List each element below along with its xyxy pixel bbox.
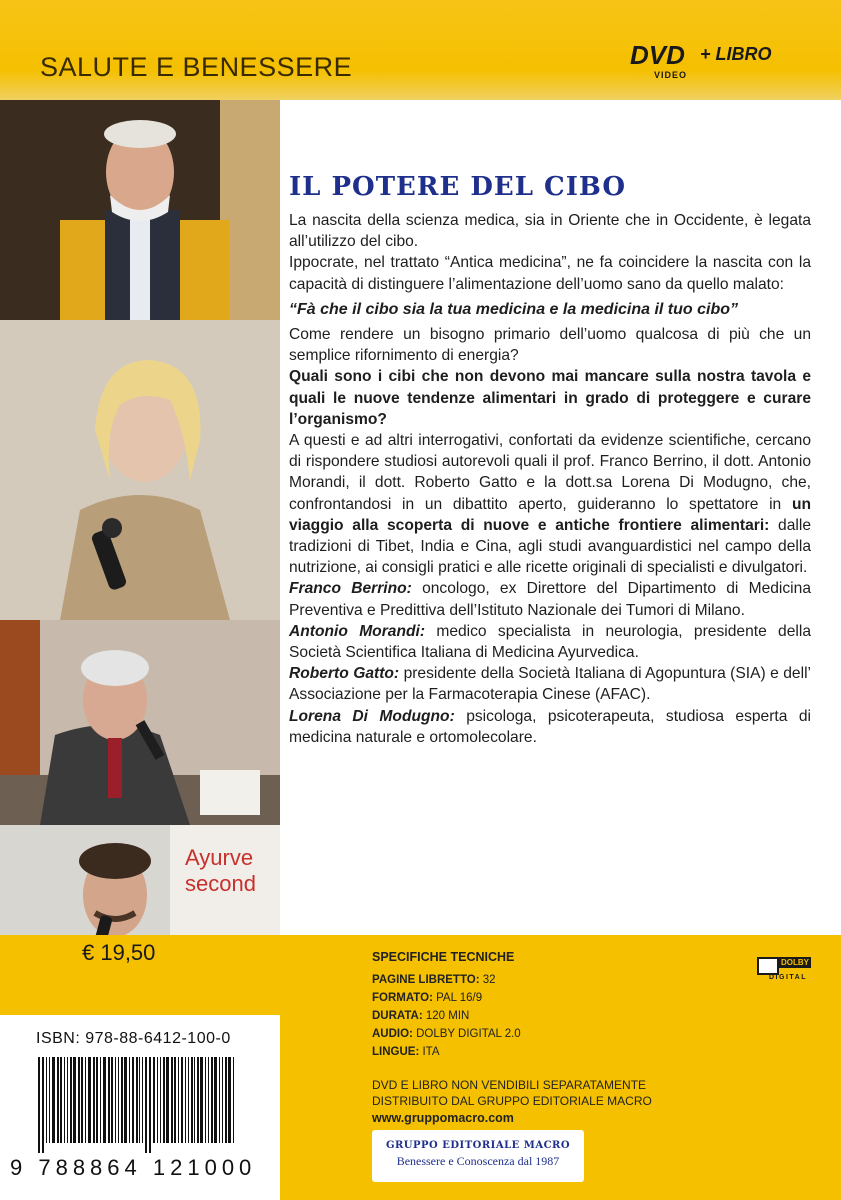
barcode-bar [115,1057,116,1143]
barcode-bar [129,1057,130,1143]
bio-gatto [289,663,811,705]
bio-di-modugno [289,706,811,748]
barcode-bar [200,1057,203,1143]
barcode-bar [219,1057,220,1143]
barcode-bar [185,1057,186,1143]
barcode-bar [88,1057,91,1143]
barcode-bar [73,1057,76,1143]
publisher-logo [372,1130,584,1182]
photo-speaker-2 [0,320,280,620]
barcode-bar [188,1057,189,1143]
dolby-sub: DIGITAL [769,974,807,981]
barcode-bar [67,1057,68,1143]
barcode-bar [93,1057,95,1143]
spec-row [372,1043,521,1061]
barcode-bar [96,1057,98,1143]
plus-libro-label: + LIBRO [700,44,772,64]
p5-end: dalle tradizioni di Tibet, India e Cina, agli studi avanguardistici nel campo della nutrizione, ai consigli pratici e alle ricette originali di specialisti e divulgatori. [289,516,811,577]
photo-speaker-3 [0,620,280,825]
dvd-logo: DVD [630,40,685,70]
synopsis-question: Quali sono i cibi che non devono mai mancare sulla nostra tavola e quali le nuove tendenze alimentari in grado di proteggere e curare l’organismo? [289,368,811,428]
spec-value: ITA [419,1046,440,1058]
barcode-bar [52,1057,55,1143]
barcode-bar [211,1057,213,1143]
price: € 19,50 [82,940,156,965]
barcode-bar [38,1057,40,1153]
barcode-bar [205,1057,206,1143]
barcode-bar [121,1057,123,1143]
bio-text: medico specialista in neurologia, presidente della Società Scientifica Italiana di Medicina Ayurvedica. [289,622,811,662]
barcode-bar [222,1057,223,1143]
publisher-slogan: Benessere e Conoscenza dal 1987 [396,1154,560,1168]
spec-key: FORMATO: [372,992,433,1004]
p5-start: A questi e ad altri interrogativi, confortati da evidenze scientifiche, cercano di rispondere studiosi autorevoli quali il prof. Franco Berrino, il dott. Antonio Morandi, il dott. Roberto Gatto e la dott.sa Lorena Di Modugno, che, confrontandosi in un dibattito aperto, guideranno lo spettatore in [289,432,811,513]
bio-berrino [289,578,811,620]
barcode-bar [194,1057,195,1143]
hippocrates-quote: “Fà che il cibo sia la tua medicina e la medicina il tuo cibo” [289,300,739,318]
spec-value: PAL 16/9 [432,992,483,1004]
barcode-bar [225,1057,227,1143]
barcode-bar [181,1057,183,1143]
barcode-bar [233,1057,234,1143]
header-band [0,0,841,100]
barcode-bar [160,1057,161,1143]
spec-row [372,1025,521,1043]
dvd-video-label: VIDEO [654,70,688,80]
barcode-bar [81,1057,83,1143]
spec-key: PAGINE LIBRETTO: [372,974,480,986]
photo-speaker-1 [0,100,280,320]
synopsis [289,172,811,748]
dolby-icon [757,957,779,975]
barcode-bar [70,1057,72,1143]
notice-line-1: DVD E LIBRO NON VENDIBILI SEPARATAMENTE [372,1078,647,1092]
bio-name: Franco Berrino: [289,580,412,598]
barcode-bar [108,1057,110,1143]
barcode-bar [145,1057,147,1153]
barcode-bar [157,1057,158,1143]
barcode-bar [60,1057,62,1143]
spec-key: AUDIO: [372,1028,413,1040]
barcode-bar [139,1057,140,1143]
dolby-digital-logo [757,957,811,981]
barcode-bar [142,1057,143,1143]
barcode-bar [166,1057,169,1143]
spec-value: DOLBY DIGITAL 2.0 [412,1028,521,1040]
barcode-bar [132,1057,134,1143]
bio-text: oncologo, ex Direttore del Dipartimento di Medicina Preventiva e Predittiva dell’Istituto Nazionale dei Tumori di Milano. [289,580,811,619]
barcode-bar [228,1057,231,1143]
slide-text-1: Ayurve [185,845,254,870]
barcode-bar [163,1057,165,1143]
barcode-bar [191,1057,193,1143]
barcode-bar [111,1057,113,1143]
synopsis-paragraph-1: La nascita della scienza medica, sia in Oriente che in Occidente, è legata all’utilizzo del cibo. [289,212,811,251]
synopsis-paragraph-2: Ippocrate, nel trattato “Antica medicina”, ne fa coincidere la nascita con la capacità di distinguere l’alimentazione dell’uomo sano da quello malato: [289,254,811,293]
isbn: ISBN: 978-88-6412-100-0 [36,1030,231,1047]
barcode-bar [171,1057,173,1143]
spec-key: DURATA: [372,1010,423,1022]
bio-name: Lorena Di Modugno: [289,707,455,725]
ean-number: 9 788864 121000 [10,1155,257,1180]
specs-title: SPECIFICHE TECNICHE [372,950,515,964]
spec-key: LINGUE: [372,1046,420,1058]
barcode-bar [136,1057,138,1143]
series-title: SALUTE E BENESSERE [40,52,353,82]
barcode-bar [178,1057,179,1143]
book-title: IL POTERE DEL CIBO [289,172,626,202]
barcode-bar [214,1057,217,1143]
barcode-bar [124,1057,127,1143]
barcode [36,1057,256,1153]
spec-row [372,971,521,989]
website-link[interactable]: www.gruppomacro.com [372,1111,514,1125]
spec-row [372,989,521,1007]
barcode-bar [149,1057,151,1153]
barcode-bar [64,1057,65,1143]
bio-name: Antonio Morandi: [289,622,426,640]
barcode-bar [103,1057,106,1143]
p5-highlight: un viaggio alla scoperta di nuove e antiche frontiere alimentari: [289,495,811,534]
barcode-bar [118,1057,119,1143]
bio-text: psicologa, psicoterapeuta, studiosa esperta di medicina naturale e ortomolecolare. [289,707,811,746]
barcode-bar [208,1057,209,1143]
synopsis-paragraph-5 [289,430,811,578]
technical-specs [372,948,521,1061]
synopsis-paragraph-3: Come rendere un bisogno primario dell’uomo qualcosa di più che un semplice rifornimento di energia? [289,326,811,365]
spec-value: 32 [479,974,496,986]
barcode-bar [57,1057,59,1143]
notice-line-2: DISTRIBUITO DAL GRUPPO EDITORIALE MACRO [372,1094,652,1108]
spec-row [372,1007,521,1025]
barcode-bar [100,1057,101,1143]
barcode-bar [174,1057,176,1143]
distribution-notice [372,1077,652,1109]
slide-text-2: second [185,871,256,896]
barcode-bar [78,1057,80,1143]
dolby-label: DOLBY [781,958,809,967]
barcode-bar [49,1057,50,1143]
bio-morandi [289,621,811,663]
spec-value: 120 MIN [422,1010,470,1022]
barcode-bar [42,1057,44,1153]
publisher-name: GRUPPO EDITORIALE MACRO [385,1140,571,1151]
barcode-bar [153,1057,155,1143]
barcode-bar [46,1057,47,1143]
bio-name: Roberto Gatto: [289,665,400,683]
barcode-bar [85,1057,86,1143]
bio-text: presidente della Società Italiana di Agopuntura (SIA) e dell’ Associazione per la Farmacoterapia Cinese (AFAC). [289,665,811,704]
barcode-bar [197,1057,199,1143]
